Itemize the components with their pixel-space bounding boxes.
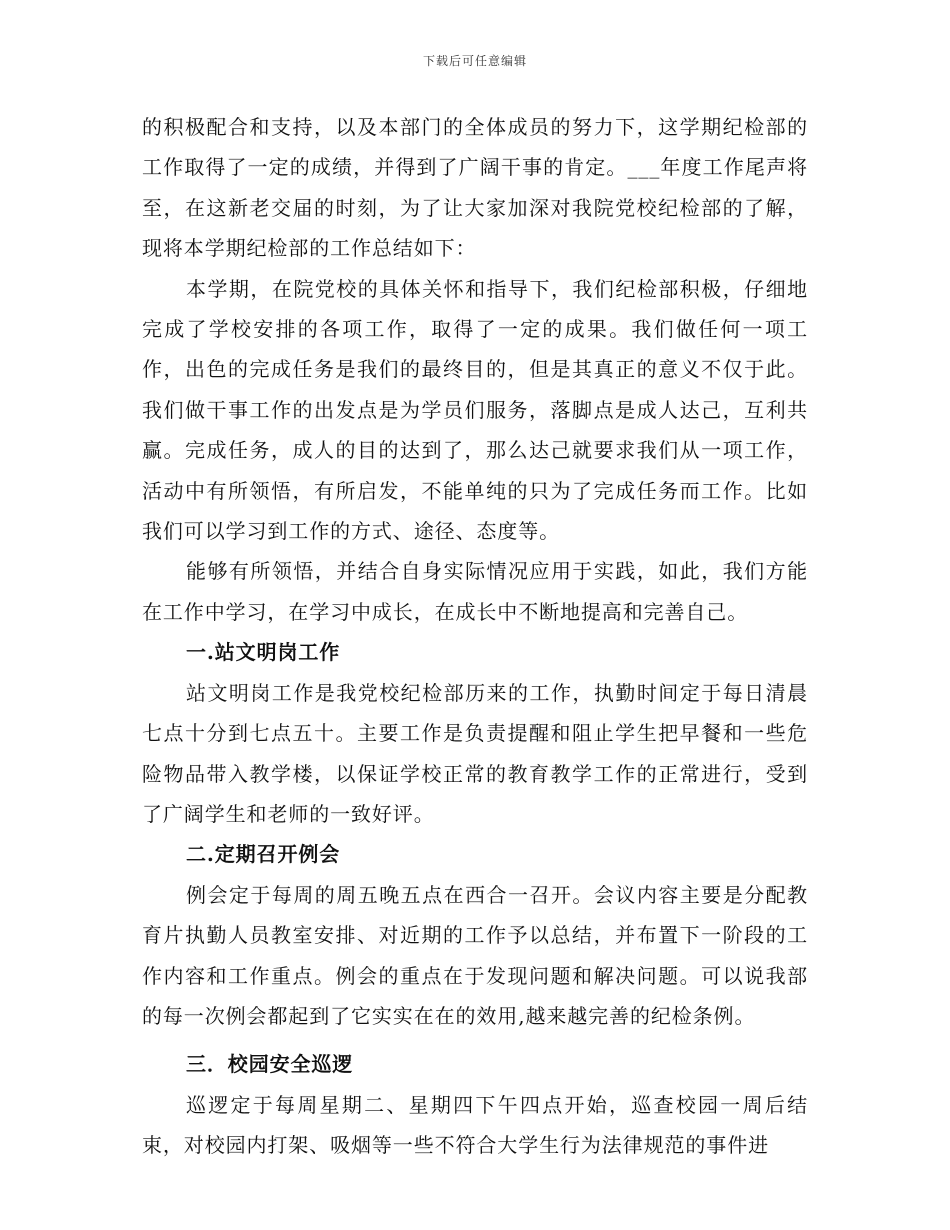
section-1-body: 站文明岗工作是我党校纪检部历来的工作，执勤时间定于每日清晨七点十分到七点五十。主要工作是负责提醒和阻止学生把早餐和一些危险物品带入教学楼，以保证学校正常的教育教学工作的正常进行，受到了广阔学生和老师的一致好评。 — [142, 680, 808, 826]
section-2-heading: 二.定期召开例会 — [186, 842, 341, 867]
intro-paragraph: 的积极配合和支持，以及本部门的全体成员的努力下，这学期纪检部的工作取得了一定的成绩，并得到了广阔干事的肯定。___年度工作尾声将至，在这新老交届的时刻，为了让大家加深对我院党校纪检部的了解，现将本学期纪检部的工作总结如下： — [142, 115, 808, 261]
paragraph-2: 能够有所领悟，并结合自身实际情况应用于实践，如此，我们方能在工作中学习，在学习中成长，在成长中不断地提高和完善自己。 — [142, 559, 808, 624]
document-body — [142, 107, 808, 1166]
section-3-heading: 三．校园安全巡逻 — [186, 1052, 354, 1077]
section-1-heading: 一.站文明岗工作 — [186, 640, 341, 665]
section-2-body: 例会定于每周的周五晚五点在西合一召开。会议内容主要是分配教育片执勤人员教室安排、对近期的工作予以总结，并布置下一阶段的工作内容和工作重点。例会的重点在于发现问题和解决问题。可以说我部的每一次例会都起到了它实实在在的效用,越来越完善的纪检条例。 — [142, 882, 808, 1028]
section-3-body: 巡逻定于每周星期二、星期四下午四点开始，巡查校园一周后结束，对校园内打架、吸烟等一些不符合大学生行为法律规范的事件进 — [142, 1092, 808, 1158]
section-spacer — [142, 1036, 808, 1044]
page-header-note: 下载后可任意编辑 — [422, 54, 527, 68]
paragraph-1: 本学期，在院党校的具体关怀和指导下，我们纪检部积极，仔细地完成了学校安排的各项工作，取得了一定的成果。我们做任何一项工作，出色的完成任务是我们的最终目的，但是其真正的意义不仅于此。我们做干事工作的出发点是为学员们服务，落脚点是成人达己，互利共赢。完成任务，成人的目的达到了，那么达己就要求我们从一项工作，活动中有所领悟，有所启发，不能单纯的只为了完成任务而工作。比如我们可以学习到工作的方式、途径、态度等。 — [142, 276, 808, 544]
